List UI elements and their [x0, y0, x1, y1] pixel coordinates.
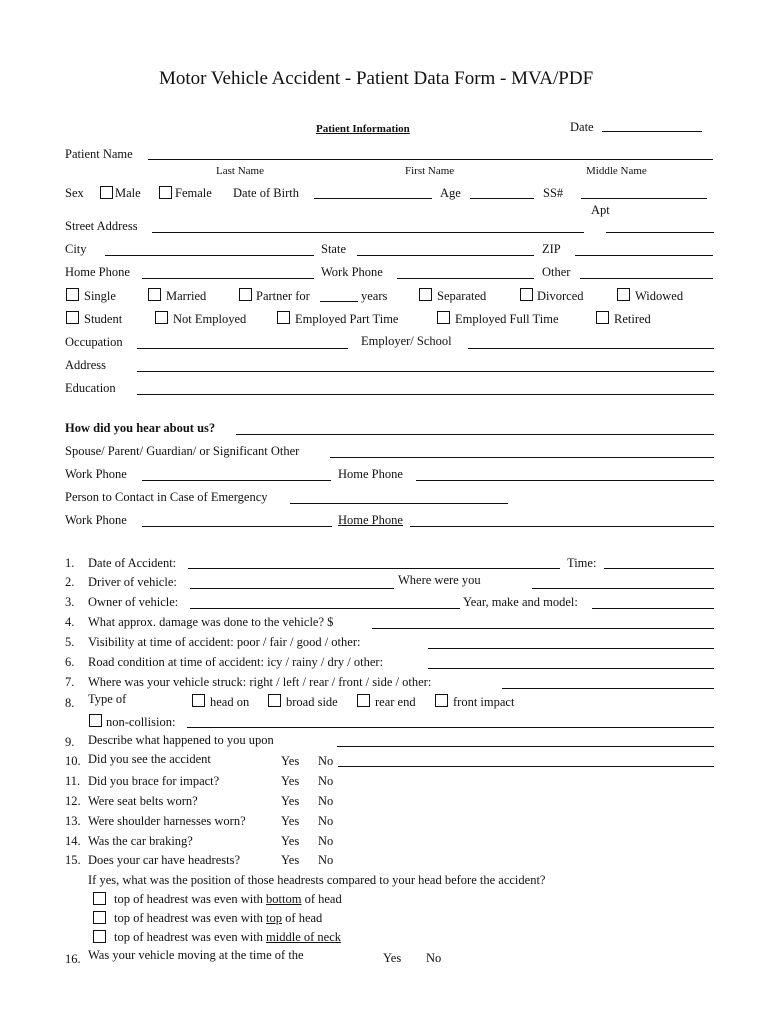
q1-number: 1.	[65, 556, 75, 570]
q2-driver-label: Driver of vehicle:	[88, 575, 177, 589]
middle-name-caption: Middle Name	[586, 165, 647, 177]
spouse-line	[330, 457, 714, 458]
q15-yes[interactable]: Yes	[281, 853, 300, 867]
q2-driver-field[interactable]	[192, 574, 392, 588]
headrest-neck-checkbox[interactable]	[93, 930, 106, 943]
education-line	[137, 394, 714, 395]
q6-road-condition-label: Road condition at time of accident: icy / rainy / dry / other:	[88, 655, 384, 669]
q5-visibility-field[interactable]	[430, 634, 712, 648]
q2-where-field[interactable]	[534, 574, 712, 588]
zip-field[interactable]	[577, 241, 711, 255]
non-collision-checkbox[interactable]	[89, 714, 102, 727]
emergency-home-phone-field[interactable]	[412, 512, 712, 526]
married-label: Married	[166, 289, 207, 303]
q6-road-condition-field[interactable]	[430, 654, 712, 668]
q3-owner-line	[190, 608, 460, 609]
partner-checkbox[interactable]	[239, 288, 252, 301]
front-impact-label: front impact	[453, 695, 515, 709]
zip-line	[575, 255, 713, 256]
female-label: Female	[175, 186, 212, 200]
retired-checkbox[interactable]	[596, 311, 609, 324]
emergency-work-phone-label: Work Phone	[65, 513, 127, 527]
q10-yes[interactable]: Yes	[281, 754, 300, 768]
student-label: Student	[84, 312, 123, 326]
front-impact-checkbox[interactable]	[435, 694, 448, 707]
q5-visibility-label: Visibility at time of accident: poor / fair / good / other:	[88, 635, 361, 649]
ss-field[interactable]	[583, 184, 705, 198]
other-phone-label: Other	[542, 265, 571, 279]
q14-number: 14.	[65, 834, 81, 848]
partner-for-label: Partner for	[256, 289, 310, 303]
zip-label: ZIP	[542, 242, 561, 256]
male-label: Male	[115, 186, 141, 200]
q9-describe-line	[337, 746, 714, 747]
q2-number: 2.	[65, 575, 75, 589]
q4-damage-label: What approx. damage was done to the vehicle? $	[88, 615, 334, 629]
section-patient-information: Patient Information	[316, 123, 410, 135]
occupation-label: Occupation	[65, 335, 123, 349]
q9-describe-field[interactable]	[339, 732, 712, 746]
q11-brace-label: Did you brace for impact?	[88, 774, 220, 788]
contact-home-phone-line	[416, 480, 714, 481]
q16-vehicle-moving-label: Was your vehicle moving at the time of the	[88, 948, 304, 962]
q16-number: 16.	[65, 952, 81, 966]
work-phone-label: Work Phone	[321, 265, 383, 279]
headrest-top-checkbox[interactable]	[93, 911, 106, 924]
q4-number: 4.	[65, 615, 75, 629]
occupation-field[interactable]	[139, 334, 346, 348]
date-field[interactable]	[604, 118, 700, 132]
q2-where-were-you-label: Where were you	[398, 573, 481, 587]
married-checkbox[interactable]	[148, 288, 161, 301]
q15-number: 15.	[65, 853, 81, 867]
q8-type-of-label: Type of	[88, 692, 127, 706]
date-label: Date	[570, 120, 594, 134]
city-label: City	[65, 242, 87, 256]
employed-part-time-checkbox[interactable]	[277, 311, 290, 324]
emergency-home-phone-label: Home Phone	[338, 513, 403, 527]
q16-yes[interactable]: Yes	[383, 951, 402, 965]
student-checkbox[interactable]	[66, 311, 79, 324]
age-line	[470, 198, 534, 199]
q3-year-make-model-line	[592, 608, 714, 609]
dob-line	[314, 198, 432, 199]
head-on-label: head on	[210, 695, 250, 709]
employer-field[interactable]	[470, 334, 712, 348]
q3-year-make-model-label: Year, make and model:	[463, 595, 578, 609]
employer-line	[468, 348, 714, 349]
emergency-work-phone-field[interactable]	[144, 512, 330, 526]
headrest-bottom-checkbox[interactable]	[93, 892, 106, 905]
emergency-contact-line	[290, 503, 508, 504]
apt-line	[606, 232, 714, 233]
education-label: Education	[65, 381, 116, 395]
q2-driver-line	[190, 588, 394, 589]
q4-damage-field[interactable]	[374, 614, 712, 628]
q11-number: 11.	[65, 774, 81, 788]
q12-yes[interactable]: Yes	[281, 794, 300, 808]
q6-road-condition-line	[428, 668, 714, 669]
q3-owner-field[interactable]	[192, 594, 458, 608]
single-checkbox[interactable]	[66, 288, 79, 301]
sex-label: Sex	[65, 186, 84, 200]
address-label: Address	[65, 358, 106, 372]
q10-line	[338, 766, 714, 767]
years-label: years	[361, 289, 388, 303]
q7-struck-label: Where was your vehicle struck: right / left / rear / front / side / other:	[88, 675, 432, 689]
age-label: Age	[440, 186, 461, 200]
q6-number: 6.	[65, 655, 75, 669]
q11-yes[interactable]: Yes	[281, 774, 300, 788]
q7-struck-line	[502, 688, 714, 689]
q12-seat-belts-label: Were seat belts worn?	[88, 794, 198, 808]
q5-visibility-line	[428, 648, 714, 649]
q3-number: 3.	[65, 595, 75, 609]
q13-shoulder-harness-label: Were shoulder harnesses worn?	[88, 814, 246, 828]
q14-no[interactable]: No	[318, 834, 334, 848]
q1-time-field[interactable]	[606, 554, 712, 568]
home-phone-label: Home Phone	[65, 265, 130, 279]
state-label: State	[321, 242, 346, 256]
contact-work-phone-label: Work Phone	[65, 467, 127, 481]
employer-label: Employer/ School	[361, 334, 452, 348]
male-checkbox[interactable]	[100, 186, 113, 199]
city-line	[105, 255, 314, 256]
broad-side-label: broad side	[286, 695, 338, 709]
separated-checkbox[interactable]	[419, 288, 432, 301]
q1-date-of-accident-label: Date of Accident:	[88, 556, 177, 570]
female-checkbox[interactable]	[159, 186, 172, 199]
q1-date-line	[188, 568, 560, 569]
partner-years-field[interactable]	[321, 287, 357, 301]
q10-no[interactable]: No	[318, 754, 334, 768]
headrest-neck-label: top of headrest was even with middle of neck	[114, 930, 342, 944]
q15-no[interactable]: No	[318, 853, 334, 867]
spouse-label: Spouse/ Parent/ Guardian/ or Significant Other	[65, 444, 300, 458]
q12-no[interactable]: No	[318, 794, 334, 808]
age-field[interactable]	[472, 184, 532, 198]
patient-name-label: Patient Name	[65, 147, 133, 161]
home-phone-field[interactable]	[144, 264, 312, 278]
not-employed-checkbox[interactable]	[155, 311, 168, 324]
contact-home-phone-field[interactable]	[418, 466, 712, 480]
widowed-checkbox[interactable]	[617, 288, 630, 301]
address-field[interactable]	[139, 357, 712, 371]
spouse-field[interactable]	[332, 443, 712, 457]
not-employed-label: Not Employed	[173, 312, 247, 326]
ss-line	[581, 198, 707, 199]
q12-number: 12.	[65, 794, 81, 808]
employed-full-time-checkbox[interactable]	[437, 311, 450, 324]
education-field[interactable]	[139, 380, 712, 394]
apt-label: Apt	[591, 203, 610, 217]
address-line	[137, 371, 714, 372]
ss-label: SS#	[543, 186, 564, 200]
rear-end-checkbox[interactable]	[357, 694, 370, 707]
single-label: Single	[84, 289, 116, 303]
partner-years-line	[320, 301, 358, 302]
non-collision-line	[187, 727, 714, 728]
headrest-bottom-label: top of headrest was even with bottom of head	[114, 892, 342, 906]
divorced-checkbox[interactable]	[520, 288, 533, 301]
hear-about-us-field[interactable]	[238, 420, 712, 434]
rear-end-label: rear end	[375, 695, 416, 709]
street-address-label: Street Address	[65, 219, 138, 233]
dob-field[interactable]	[316, 184, 430, 198]
q13-number: 13.	[65, 814, 81, 828]
street-address-line	[152, 232, 584, 233]
emergency-home-phone-line	[410, 526, 714, 527]
q3-owner-label: Owner of vehicle:	[88, 595, 179, 609]
home-phone-line	[142, 278, 314, 279]
q14-yes[interactable]: Yes	[281, 834, 300, 848]
q13-no[interactable]: No	[318, 814, 334, 828]
broad-side-checkbox[interactable]	[268, 694, 281, 707]
non-collision-field[interactable]	[189, 713, 712, 727]
city-field[interactable]	[107, 241, 312, 255]
widowed-label: Widowed	[635, 289, 684, 303]
first-name-caption: First Name	[405, 165, 455, 177]
divorced-label: Divorced	[537, 289, 584, 303]
other-phone-field[interactable]	[582, 264, 711, 278]
emergency-contact-label: Person to Contact in Case of Emergency	[65, 490, 268, 504]
other-phone-line	[580, 278, 713, 279]
contact-work-phone-line	[142, 480, 331, 481]
headrest-position-question: If yes, what was the position of those headrests compared to your head before the accident?	[88, 873, 546, 887]
non-collision-label: non-collision:	[106, 715, 176, 729]
q2-where-line	[532, 588, 714, 589]
q10-see-accident-label: Did you see the accident	[88, 752, 211, 766]
state-field[interactable]	[359, 241, 532, 255]
work-phone-line	[397, 278, 534, 279]
patient-name-line	[148, 159, 713, 160]
q10-number: 10.	[65, 754, 81, 768]
retired-label: Retired	[614, 312, 651, 326]
q1-time-label: Time:	[567, 556, 597, 570]
street-address-field[interactable]	[154, 218, 582, 232]
emergency-work-phone-line	[142, 526, 332, 527]
q15-headrests-label: Does your car have headrests?	[88, 853, 241, 867]
q14-braking-label: Was the car braking?	[88, 834, 193, 848]
contact-work-phone-field[interactable]	[144, 466, 329, 480]
q9-describe-label: Describe what happened to you upon	[88, 733, 274, 747]
head-on-checkbox[interactable]	[192, 694, 205, 707]
employed-full-time-label: Employed Full Time	[455, 312, 559, 326]
q16-no[interactable]: No	[426, 951, 442, 965]
q7-struck-field[interactable]	[504, 674, 712, 688]
q9-number: 9.	[65, 735, 75, 749]
hear-about-us-line	[236, 434, 714, 435]
q1-date-field[interactable]	[190, 554, 558, 568]
occupation-line	[137, 348, 348, 349]
q4-damage-line	[372, 628, 714, 629]
contact-home-phone-label: Home Phone	[338, 467, 403, 481]
q13-yes[interactable]: Yes	[281, 814, 300, 828]
form-title: Motor Vehicle Accident - Patient Data Form - MVA/PDF	[159, 68, 594, 89]
emergency-contact-field[interactable]	[292, 489, 506, 503]
q8-number: 8.	[65, 696, 75, 710]
apt-field[interactable]	[608, 218, 712, 232]
q3-year-make-model-field[interactable]	[594, 594, 712, 608]
hear-about-us-label: How did you hear about us?	[65, 421, 216, 435]
last-name-caption: Last Name	[216, 165, 264, 177]
q7-number: 7.	[65, 675, 75, 689]
q11-no[interactable]: No	[318, 774, 334, 788]
patient-name-field[interactable]	[150, 145, 710, 159]
work-phone-field[interactable]	[399, 264, 532, 278]
state-line	[357, 255, 534, 256]
employed-part-time-label: Employed Part Time	[295, 312, 399, 326]
q5-number: 5.	[65, 635, 75, 649]
headrest-top-label: top of headrest was even with top of head	[114, 911, 323, 925]
dob-label: Date of Birth	[233, 186, 299, 200]
separated-label: Separated	[437, 289, 487, 303]
q1-time-line	[604, 568, 714, 569]
